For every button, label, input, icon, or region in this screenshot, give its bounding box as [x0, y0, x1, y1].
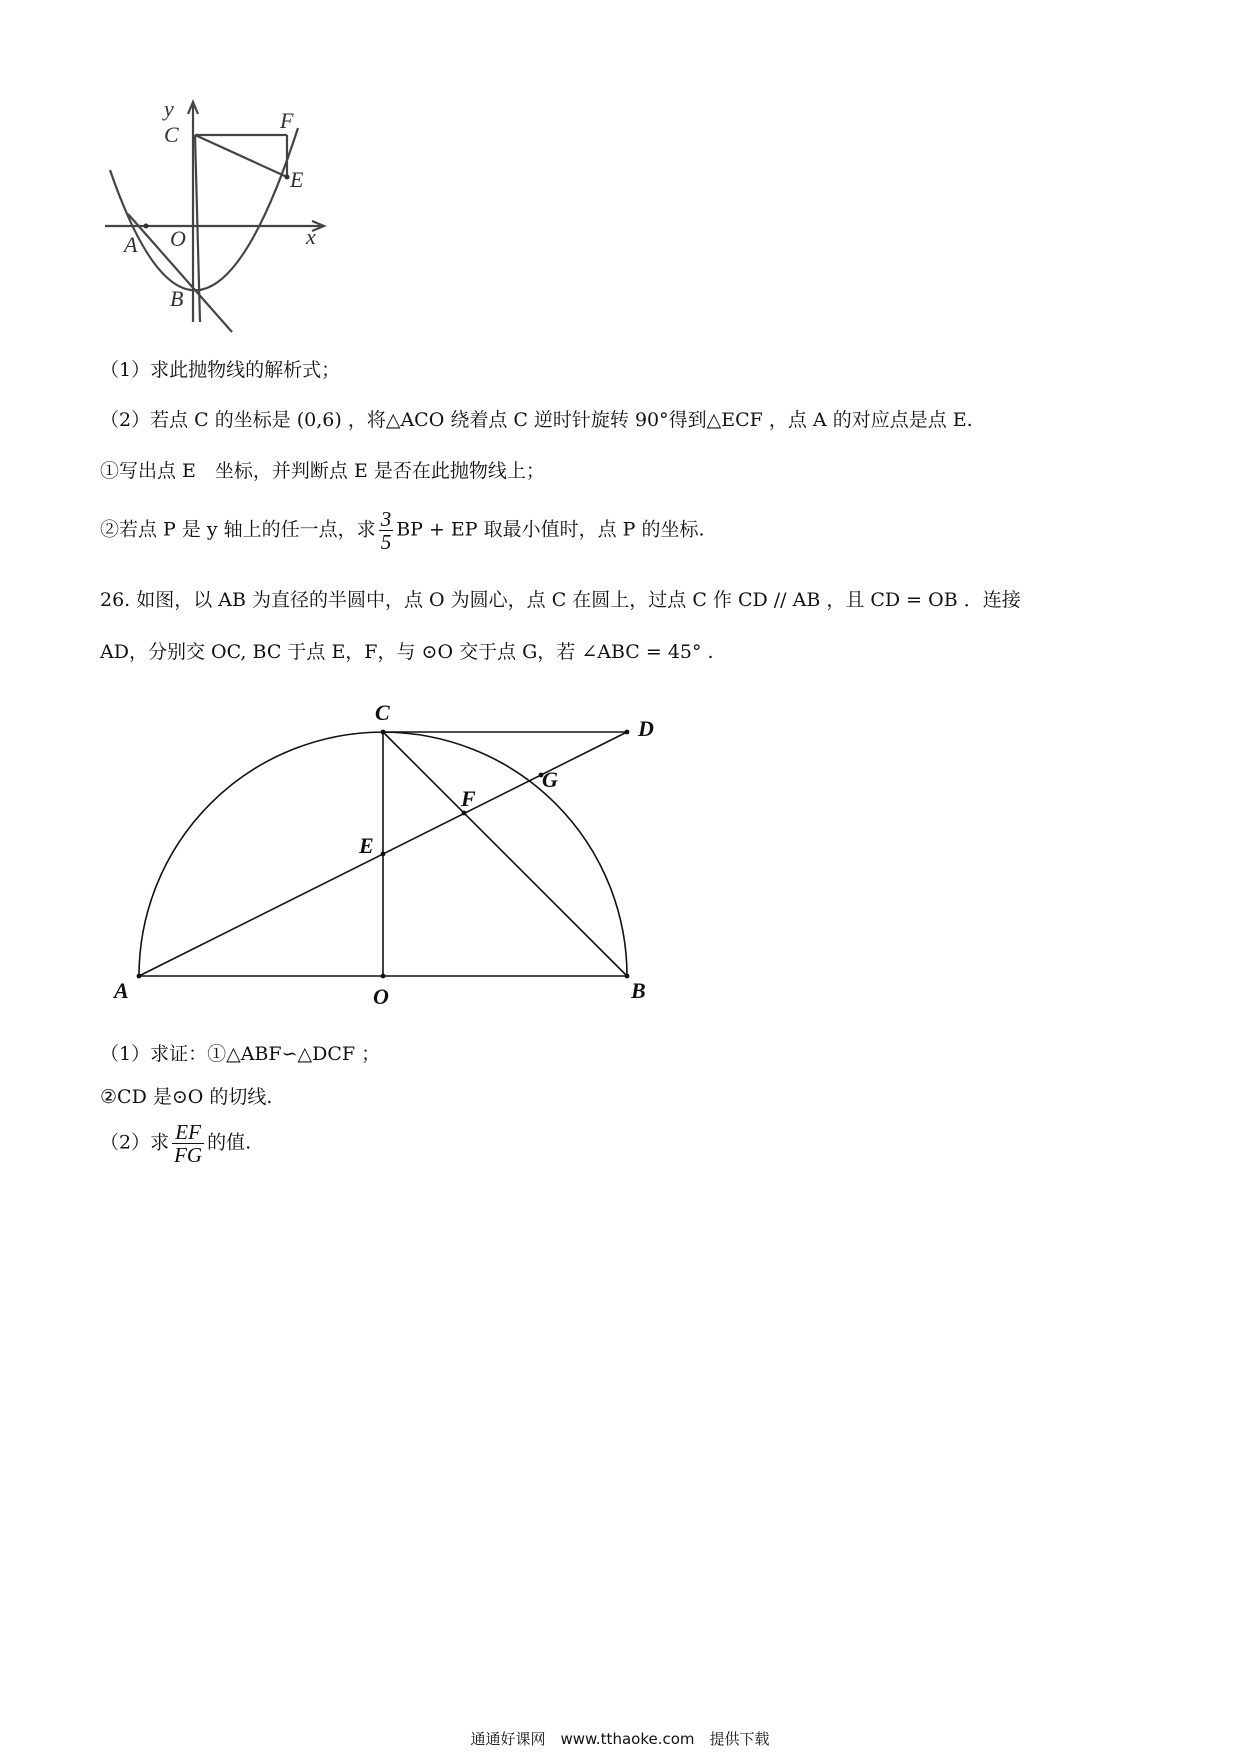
- fig2-label-O: O: [373, 984, 389, 1009]
- fig2-label-E: E: [359, 833, 374, 858]
- page-footer: 通通好课网 www.tthaoke.com 提供下载: [470, 1730, 770, 1748]
- p25-fraction-num: 3: [380, 507, 392, 531]
- fig1-label-C: C: [164, 122, 179, 147]
- fig2-label-C: C: [375, 700, 390, 725]
- fig2-label-A: A: [114, 978, 129, 1003]
- fig2-label-B: B: [631, 978, 646, 1003]
- p25-sub2-prefix: ②若点 P 是 y 轴上的任一点，求: [100, 518, 376, 541]
- p26-fraction-den: FG: [174, 1143, 203, 1167]
- p25-sub2-suffix: BP + EP 取最小值时，点 P 的坐标.: [396, 518, 705, 541]
- p26-line2: AD，分别交 OC, BC 于点 E，F，与 ⊙O 交于点 G，若 ∠ABC = 45° .: [100, 641, 714, 663]
- fig1-label-B: B: [170, 286, 184, 311]
- p26-q1: （1）求证：①△ABF∽△DCF ；: [100, 1043, 381, 1065]
- fig1-label-x: x: [306, 224, 316, 249]
- fig1-label-F: F: [280, 108, 294, 133]
- p25-q1: （1）求此抛物线的解析式；: [100, 359, 341, 381]
- p26-q2-suffix: 的值.: [207, 1131, 252, 1154]
- p25-q2: （2）若点 C 的坐标是 (0,6) ，将△ACO 绕着点 C 逆时针旋转 90°得到△ECF ，点 A 的对应点是点 E.: [100, 409, 973, 431]
- fig2-label-D: D: [638, 716, 654, 741]
- p26-fraction: [172, 1121, 204, 1166]
- fig2-label-G: G: [542, 767, 558, 792]
- p26-q2-prefix: （2）求: [100, 1131, 170, 1154]
- fig2-label-F: F: [461, 786, 476, 811]
- fig1-label-A: A: [124, 232, 138, 257]
- p26-line1: 26. 如图，以 AB 为直径的半圆中，点 O 为圆心，点 C 在圆上，过点 C 作 CD // AB ，且 CD = OB ．连接: [100, 589, 1021, 611]
- p26-q1b: ②CD 是⊙O 的切线.: [100, 1086, 273, 1108]
- fig1-label-E: E: [290, 167, 304, 192]
- p25-sub1: ①写出点 E 坐标，并判断点 E 是否在此抛物线上；: [100, 460, 545, 482]
- p26-q2: [100, 1121, 1240, 1166]
- fig1-label-y: y: [164, 96, 174, 121]
- p25-fraction-den: 5: [380, 530, 392, 554]
- p26-fraction-num: EF: [172, 1121, 204, 1144]
- fig1-label-O: O: [170, 226, 186, 251]
